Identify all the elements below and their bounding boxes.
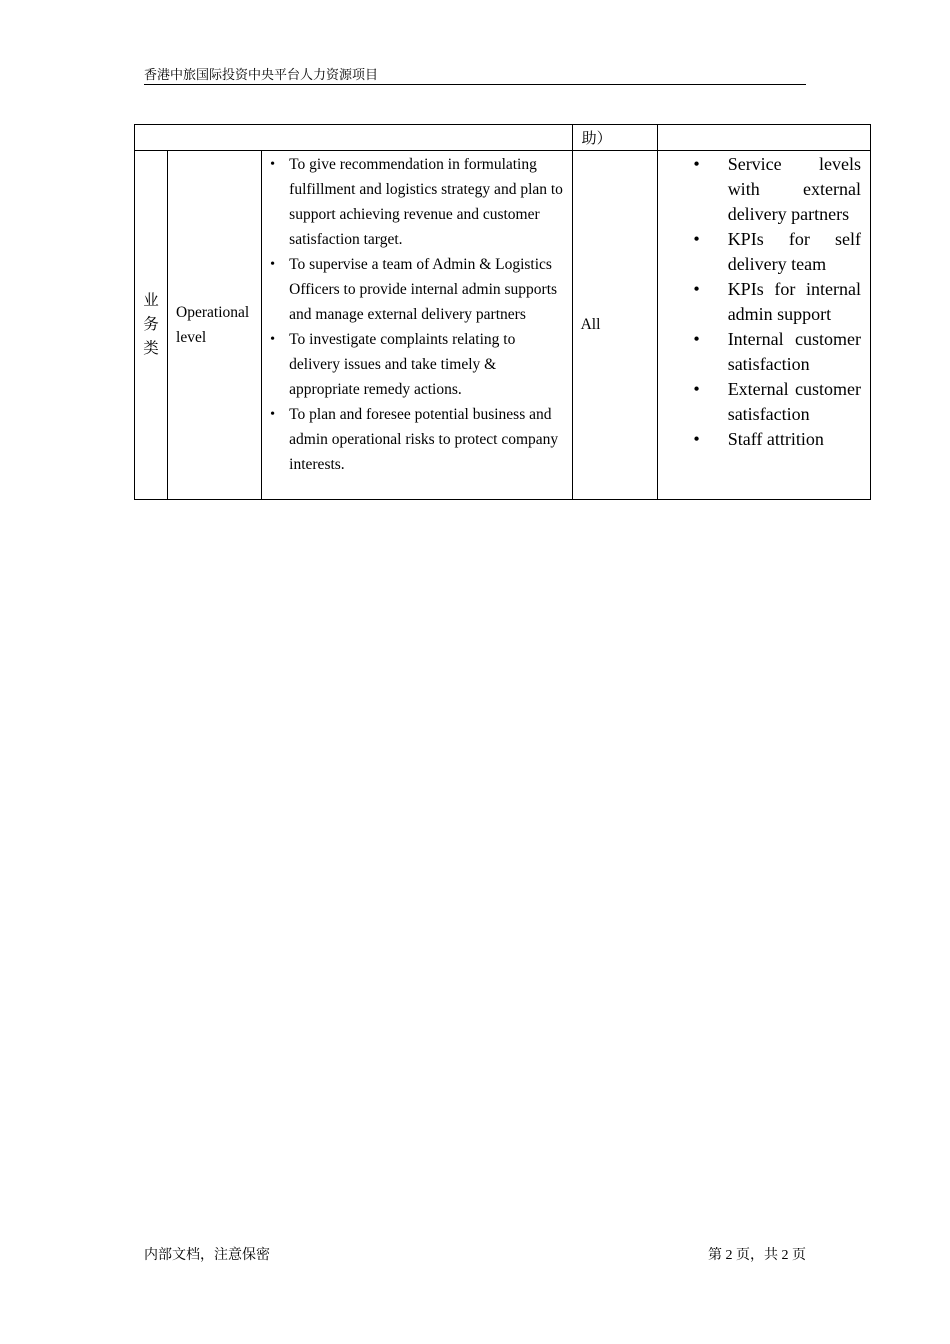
job-description-table [134,124,871,500]
level-cell: Operational level [168,151,262,500]
responsibilities-list [262,151,571,477]
list-item: • To investigate complaints relating to delivery issues and take timely & appropriate remedy actions. [289,327,563,402]
list-item: • Internal customer satisfaction [728,327,861,377]
list-item: • External customer satisfaction [728,377,861,427]
continued-note-cell: 助） [572,125,657,151]
list-item: • To plan and foresee potential business and admin operational risks to protect company interests. [289,402,563,477]
scope-cell: All [572,151,657,500]
category-char: 务 [143,316,159,333]
list-item: • KPIs for self delivery team [728,227,861,277]
footer-confidential: 内部文档，注意保密 [144,1248,270,1263]
list-item: • To supervise a team of Admin & Logistics Officers to provide internal admin supports and manage external delivery partners [289,252,563,327]
list-item: • Service levels with external delivery partners [728,152,861,227]
list-item: • KPIs for internal admin support [728,277,861,327]
category-char: 类 [143,340,159,357]
table-row [135,125,871,151]
list-item: • Staff attrition [728,427,861,452]
empty-cell [657,125,870,151]
page-header: 香港中旅国际投资中央平台人力资源项目 [144,66,806,85]
table-row [135,151,871,500]
category-char: 业 [143,292,159,309]
footer-page-number: 第 2 页，共 2 页 [708,1248,806,1263]
category-cell [135,151,168,500]
kpi-list [658,151,870,452]
continued-cell [135,125,573,151]
responsibilities-cell [262,151,572,500]
list-item: • To give recommendation in formulating fulfillment and logistics strategy and plan to support achieving revenue and customer satisfaction target. [289,152,563,252]
kpi-cell [657,151,870,500]
